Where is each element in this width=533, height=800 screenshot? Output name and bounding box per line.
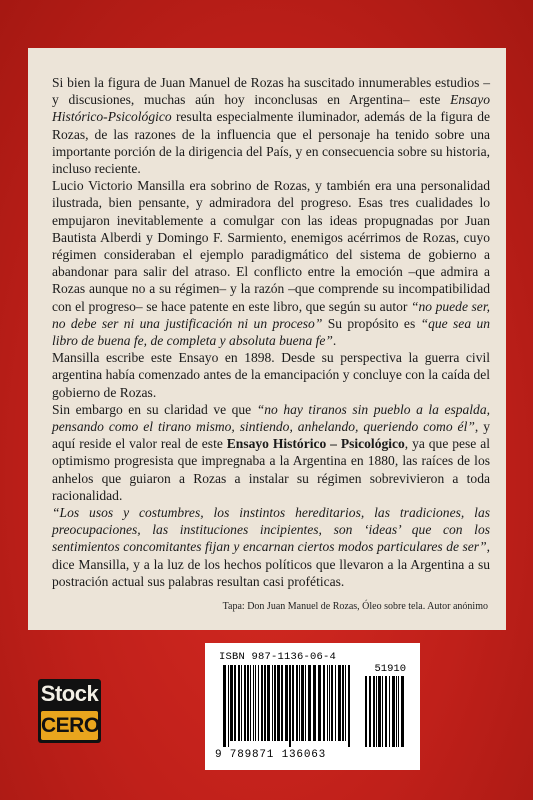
- synopsis-run: Lucio Victorio Mansilla era sobrino de Rozas, y también era una personalidad ilustrada, bien pensante, y admiradora del progreso. Esas tres cualidades lo empujaron inevitablemente a comulgar con las ideas propugnadas por Juan Bautista Alberdi y Domingo F. Sarmiento, enemigos acérrimos de Rozas, cuyo régimen consideraban el ejemplo paradigmático del sistema de gobierno a abandonar para salir del atraso. El conflicto entre la emoción –que admira a Rozas aunque no a su régimen– y la razón –que comprende su incompatibilidad con el progreso– se hace patente en este libro, que según su autor: [52, 178, 490, 314]
- synopsis-paragraph: [52, 177, 490, 349]
- synopsis-run: Si bien la figura de Juan Manuel de Rozas ha suscitado innumerables estudios –y discusiones, muchas aún hoy inconclusas en Argentina– este: [52, 75, 490, 108]
- synopsis-text: [52, 74, 490, 590]
- ean-digits: 9 789871 136063: [215, 749, 327, 761]
- synopsis-run: Sin embargo en su claridad ve que: [52, 401, 257, 417]
- synopsis-paragraph: [52, 401, 490, 504]
- ean-barcode-bars: [223, 665, 353, 747]
- synopsis-run: Ensayo Histórico-Psicológico: [52, 92, 490, 125]
- price-code: 51910: [374, 663, 406, 675]
- synopsis-run: , y aquí reside el valor real de este: [52, 419, 491, 452]
- isbn-label: ISBN 987-1136-06-4: [219, 651, 337, 663]
- cover-credit: Tapa: Don Juan Manuel de Rozas, Óleo sobre tela. Autor anónimo: [222, 601, 488, 612]
- publisher-logo-top: Stock: [40, 681, 99, 706]
- synopsis-run: .: [332, 333, 337, 349]
- publisher-logo: [38, 679, 101, 743]
- synopsis-run: Su propósito es: [322, 315, 421, 331]
- barcode: [205, 643, 420, 770]
- synopsis-paragraph: [52, 349, 490, 401]
- addon-barcode-bars: [365, 676, 407, 747]
- synopsis-run: , dice Mansilla, y a la luz de los hechos políticos que llevaron a la Argentina a su postración actual sus palabras resultan casi proféticas.: [52, 539, 490, 589]
- synopsis-run: “Los usos y costumbres, los instintos hereditarios, las tradiciones, las preocupaciones, las instituciones incipientes, son ‘ideas’ que con los sentimientos concomitantes fijan y encarnan ciertos modos particulares de ser”: [52, 505, 490, 555]
- synopsis-run: Ensayo Histórico – Psicológico: [226, 436, 405, 452]
- synopsis-paragraph: [52, 504, 490, 590]
- synopsis-paragraph: [52, 74, 490, 177]
- synopsis-run: resulta especialmente iluminador, además de la figura de Rozas, de las razones de la influencia que el personaje ha tenido sobre una importante porción de la dirigencia del País, y en consecuencia sobre su historia, incluso reciente.: [52, 109, 490, 177]
- publisher-logo-bottom: CERO: [41, 711, 98, 740]
- synopsis-run: , ya que pese al optimismo progresista que impregnaba a la Argentina en 1880, las raíces de los anhelos que guiaron a Rozas a instalar su régimen sobrevivieron a toda racionalidad.: [52, 436, 490, 503]
- synopsis-run: “no hay tiranos sin pueblo a la espalda, pensando como el tirano mismo, sintiendo, anhelando, queriendo como él”: [52, 401, 490, 435]
- synopsis-run: “que sea un libro de buena fe, de completa y absoluta buena fe”: [52, 315, 490, 349]
- synopsis-run: Mansilla escribe este Ensayo en 1898. Desde su perspectiva la guerra civil argentina había comenzado antes de la emancipación y concluye con la caída del gobierno de Rozas.: [52, 350, 490, 400]
- synopsis-run: “no puede ser, no debe ser ni una justificación ni un proceso”: [52, 298, 490, 331]
- synopsis-panel: [28, 48, 506, 630]
